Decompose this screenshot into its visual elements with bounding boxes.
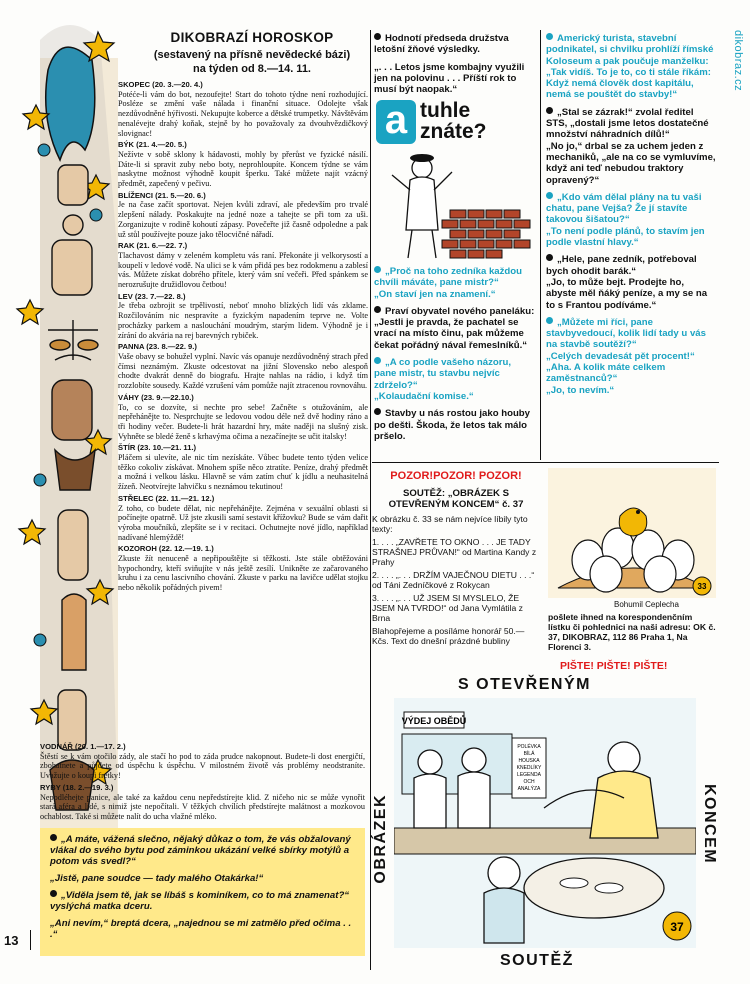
menu-note-line: ANALÝZA xyxy=(517,786,541,792)
horoscope-subtitle-1: (sestavený na přísně nevědecké bázi) xyxy=(153,49,351,61)
horoscope-sign xyxy=(118,292,368,341)
column-divider xyxy=(370,30,371,970)
cartoon-frame xyxy=(372,674,719,970)
horoscope-sign xyxy=(118,191,368,240)
divider xyxy=(30,930,31,950)
canteen-sign: VÝDEJ OBĚDŮ xyxy=(401,716,467,726)
horoscope-sign-head: VÁHY (23. 9.—22.10.) xyxy=(118,392,194,402)
contest-piste: PIŠTE! PIŠTE! PIŠTE! xyxy=(560,660,668,672)
joke-line: „Viděla jsem tě, jak se líbáš s kominíkem, co to má znamenat?“ vyslýchá matka dceru. xyxy=(50,890,350,912)
text-block: „. . . Letos jsme kombajny využili jen na polovinu . . . Příští rok to musí být naopak.“ xyxy=(374,61,525,96)
text-block: „Proč na toho zedníka každou chvíli máváte, pane mistr?“ „On staví jen na znamení.“ xyxy=(374,266,522,300)
horoscope-sign-head: BLÍŽENCI (21. 5.—20. 6.) xyxy=(118,190,206,200)
menu-note-line: LEGENDA xyxy=(517,772,541,778)
text-block: Praví obyvatel nového paneláku: „Jestli je pravda, že pachatel se vrací na místo činu, pak můžeme čekat pořádný nával řemeslníků.“ xyxy=(374,305,535,351)
text-block: „A co podle vašeho názoru, pane mistr, tu stavbu nejvíc zdrželo?“ „Kolaudační komise.“ xyxy=(374,357,511,402)
horoscope-sign-text: Tlachavost dámy v zeleném kompletu vás raní. Překonáte ji velkorysostí a koupelí v ledové vodě. Na ulici se k vám přidá pes bez rodokmenu a zablesí vás. Můžete získat dobrého přítele, který vám sní večeři. Před spánkem se nerozrušujte družidlovou četbou! xyxy=(118,250,368,290)
menu-note-line: BÍLÁ xyxy=(523,751,535,757)
egg-number: 33 xyxy=(697,582,707,591)
logo-letter: a xyxy=(376,100,416,144)
right-column xyxy=(546,33,716,402)
horoscope-sign-text: Potéće-li vám do bot, nezoufejte! Start do tohoto týdne není rozhodující. Posléze se změní vaše nálada i finanční situace. Odolejte však nezdůvodněné hýřivosti. Nekupujte koberce a dětské trumpetky. Návštěvám nenalévejte drahý koňak, stejně by ho považovaly za dvouhvězdičkový slovignac! xyxy=(118,89,368,138)
frame-label-left: OBRÁZEK xyxy=(372,794,389,884)
text-block: Americký turista, stavební podnikatel, si chvilku prohlíží římské Koloseum a pak poučuje manželku: „Tak vidíš. To je to, co ti stále říkám: Když nemá člověk dost kapitálu, nemá se pouštět do stavby!“ xyxy=(546,33,714,101)
horoscope-sign-text: Z toho, co budete dělat, nic nepřehánějte. Zejména v sexuální oblasti si počínejte opatrně. Už jste zkusili samí sestavit křížovku? Bude se vám dařit výroba moučníků, zlepšíte se i v recitaci. Ochutnejte nové jídlo, například nadívané hlemýždě! xyxy=(118,503,368,542)
page-number: 13 xyxy=(4,933,19,948)
menu-note-line: OCH xyxy=(523,779,535,785)
artist-credit: Bohumil Ceplecha xyxy=(614,600,679,609)
section-divider xyxy=(372,462,719,463)
joke-line: „Jistě, pane soudce — tady malého Otakárka!“ xyxy=(50,873,264,884)
contest-entry: 1. . . . „ZAVŘETE TO OKNO . . . JE TADY STRAŠNEJ PRŮVAN!“ od Martina Kandy z Prahy xyxy=(372,537,537,567)
horoscope-sign-head: SKOPEC (20. 3.—20. 4.) xyxy=(118,80,203,89)
horoscope-body-wide xyxy=(40,742,365,824)
contest-send: pošlete ihned na korespondenčním lístku či pohlednici na naši adresu: OK č. 37, DIKOBRAZ, 112 86 Praha 1, Na Florenci 3. xyxy=(548,612,716,652)
horoscope-body xyxy=(118,80,368,595)
horoscope-sign xyxy=(118,80,368,138)
zodiac-illustration xyxy=(0,0,118,830)
horoscope-sign-text: Nežívte v sobě sklony k hádavosti, mohly by přerůst ve fyzické násilí. Dáte-li si spravit zuby nebo boty, neprohloupíte. Koncem týdne se vám naskytne možnost výhodně koupit šperku. Také můžete najít vzácný předmět, zapečený v pečivu. xyxy=(118,149,368,189)
horoscope-sign-text: Nepodléhejte panice, ale také za každou cenu nepředstírejte klid. Z ničeho nic se může vynořit stará aféra a lidé, s nimiž jste nepočítali. V těžkých chvílích předstírejte malátnost a mozkovou ochablost. Také si můžete nalít do ucha vlažné mléko. xyxy=(40,792,365,821)
canteen-cartoon xyxy=(394,698,696,948)
text-block: „Můžete mi říci, pane stavbyvedoucí, kolik lidí tady u vás na stavbě soutěží?“ „Celých devadesát pět procent!“ „Aha. A kolik máte celkem zaměstnanců?“ „Jo, to nevím.“ xyxy=(546,316,706,396)
horoscope-sign-text: Zkuste žít nenuceně a nepřipouštějte si těžkosti. Jste stále obtěžováni hypochondry, kteří sviňujíte v nás ještě zesílí. Unikněte ze začarovaného kruhu i za cenu lascivního chování. Zkuste v parku na lavičce udělat stojku nebo několik pořádných pivem! xyxy=(118,554,368,593)
horoscope-sign xyxy=(40,742,365,781)
contest-section xyxy=(372,470,540,646)
horoscope-sign-text: To, co se dozvíte, si nechte pro sebe! Začněte s otužováním, ale nepřehánějte to. Nesprchujte se ledovou vodou déle než dvě hodiny ráno a tři hodiny večer. Budete-li hrát hazardní hry, máte naději na slušný zisk. Vyhněte se bledé ženě s krhavýma očima a nezačínejte se učit italsky! xyxy=(118,402,368,441)
menu-note-line: POLÉVKA xyxy=(517,744,541,750)
contest-intro: K obrázku č. 33 se nám nejvíce líbily tyto texty: xyxy=(372,514,528,534)
horoscope-sign-head: STŘELEC (22. 11.—21. 12.) xyxy=(118,493,215,503)
horoscope-sign xyxy=(40,783,365,822)
contest-title: SOUTĚŽ: „OBRÁZEK S OTEVŘENÝM KONCEM“ č. 37 xyxy=(388,488,524,510)
horoscope-subtitle xyxy=(138,48,366,76)
horoscope-sign-text: Pláčem si ulevíte, ale nic tím nezískáte. Vůbec budete tento týden velice těžko cokoliv získávat. Mnohem spíše něco ztratíte. Peníze, drahý předmět a možná i velkou lásku. Hlavně se vám zatím chuť k jídlu a neuhasitelná žízeň. Neotvírejte lahvičku s neznámou tekutinou! xyxy=(118,453,368,492)
horoscope-sign-text: Je třeba ozbrojit se trpělivostí, neboť mnoho blízkých lidí vás zklame. Rozčilováním nic nespravíte a fyzickým napadením teprve ne. Volte procházky parkem a naslouchání moudrým, starým lidem. Výhodně je i zírání do akvária na rej barevných rybiček. xyxy=(118,301,368,340)
horoscope-sign xyxy=(118,393,368,442)
horoscope-sign-text: Je na čase začít sportovat. Nejen kvůli zdraví, ale především pro trvalé zlepšení nálady. Poskakujte na jedné noze a tahejte se při tom za uši. Zorganizujte v rodině kohoutí zápasy. Povečeřte již časně odpoledne a pak už stůl používejte pouze jako tělocvičné nářadí. xyxy=(118,200,368,239)
text-block: „Stal se zázrak!“ zvolal ředitel STS, „dostali jsme letos dostatečné množství náhradních dílů!“ „No jo,“ drbal se za uchem jeden z mechaniků, „ale na co se vymluvíme, když ani teď nebudou traktory opravený?“ xyxy=(546,106,716,186)
frame-label-bottom: SOUTĚŽ xyxy=(500,952,574,969)
contest-entry: 2. . . . „. . . DRŽÍM VAJEČNOU DIETU . . .“ od Táni Zedníčkové z Rokycan xyxy=(372,570,535,590)
text-block: „Hele, pane zedník, potřeboval bych ohodit barák.“ „Jo, to může bejt. Prodejte ho, abyste měl ňáký peníze, a my se na to s Frantou podíváme.“ xyxy=(546,254,708,311)
menu-note-line: KNEDLÍKY xyxy=(516,765,542,771)
side-url: dikobraz.cz xyxy=(732,30,744,92)
horoscope-subtitle-2: na týden od 8.—14. 11. xyxy=(193,63,311,75)
cartoon-number: 37 xyxy=(670,920,684,934)
horoscope-sign xyxy=(118,544,368,593)
joke-line: „A máte, vážená slečno, nějaký důkaz o tom, že vás obžalovaný vlákal do svého bytu pod záminkou ukázání velké sbírky motýlů a potom vás svedl?“ xyxy=(50,834,351,867)
horoscope-sign xyxy=(118,342,368,391)
horoscope-sign xyxy=(118,140,368,189)
horoscope-sign-text: Vaše obavy se bohužel vyplní. Navíc vás opanuje nezdůvodněný strach před čímsi neznámým. Zkuste odcestovat na jižní Slovensko nebo alespoň chodte dvakrát denně do biografu. Hrajte nahlas na rádio, i když tím rozzlobíte sousedy. Každé vzrušení vám pomůže najít ztracenou rovnováhu. xyxy=(118,351,368,391)
frame-label-right: KONCEM xyxy=(701,784,718,865)
builder-illustration xyxy=(380,150,536,262)
menu-note-line: HOUSKA xyxy=(518,758,540,764)
horoscope-sign-head: VODNÁŘ (20. 1.—17. 2.) xyxy=(40,742,126,751)
horoscope-title: DIKOBRAZÍ HOROSKOP xyxy=(170,30,334,45)
middle-column xyxy=(374,33,536,101)
text-block: Hodnotí předseda družstva letošní žňové výsledky. xyxy=(374,33,509,56)
egg-illustration xyxy=(548,468,716,598)
contest-entry: 3. . . . „. . . UŽ JSEM SI MYSLELO, ŽE JSEM NA TVRDO!“ od Jana Vymlátila z Brna xyxy=(372,593,523,623)
contest-pozor: POZOR!POZOR! POZOR! xyxy=(390,470,522,482)
joke-box xyxy=(40,828,365,956)
text-block: Stavby u nás rostou jako houby po dešti. Škoda, že letos tak málo pršelo. xyxy=(374,408,530,442)
middle-column-jokes xyxy=(374,266,536,448)
horoscope-sign-head: LEV (23. 7.—22. 8.) xyxy=(118,291,186,301)
horoscope-sign-head: RAK (21. 6.—22. 7.) xyxy=(118,241,188,251)
horoscope-sign-head: RYBY (18. 2.—19. 3.) xyxy=(40,782,114,792)
joke-line: „Ani nevím,“ breptá dcera, „najednou se mi zatmělo před očima . . .“ xyxy=(50,918,352,940)
column-divider xyxy=(540,30,541,460)
joke-logo xyxy=(376,100,536,148)
horoscope-sign-text: Štěstí se k vám otočilo zády, ale stačí ho pod to záda prudce nakopnout. Budete-li dost energičtí, zbohatnete a půjdete od úspěchu k úspěchu. V milostném životě vás problémy neodstraníte. Uvažujte o koupi fretky! xyxy=(40,751,365,781)
horoscope-sign xyxy=(118,443,368,492)
horoscope-sign-head: PANNA (23. 8.—22. 9.) xyxy=(118,342,197,352)
horoscope-sign xyxy=(118,241,368,290)
horoscope-sign-head: KOZOROH (22. 12.—19. 1.) xyxy=(118,544,214,554)
logo-text: tuhle znáte? xyxy=(420,99,487,143)
horoscope-sign-head: ŠTÍR (23. 10.—21. 11.) xyxy=(118,443,197,453)
horoscope-sign-head: BÝK (21. 4.—20. 5.) xyxy=(118,140,187,150)
contest-outro: Blahopřejeme a posíláme honorář 50.— Kčs. Text do dnešní prázdné bubliny xyxy=(372,626,525,646)
text-block: „Kdo vám dělal plány na tu vaši chatu, pane Vejša? Že jí stavíte takovou šišatou?“ „To není podle plánů, to stavím jen podle vlastní hlavy.“ xyxy=(546,191,705,249)
frame-label-top: S OTEVŘENÝM xyxy=(458,676,591,693)
horoscope-sign xyxy=(118,494,368,543)
